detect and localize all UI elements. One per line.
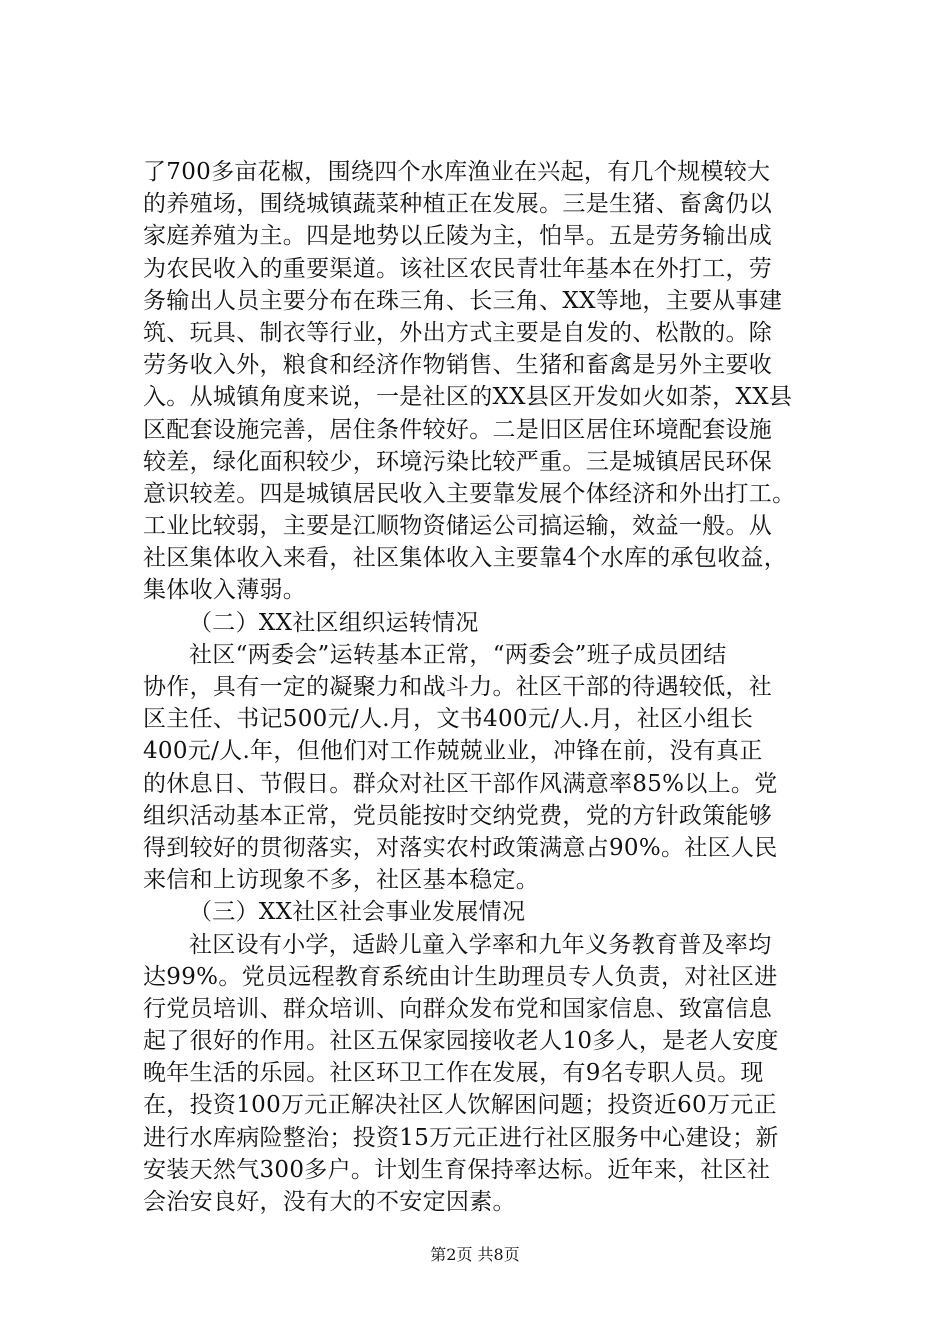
text-line: 得到较好的贯彻落实，对落实农村政策满意占90%。社区人民 [143, 834, 778, 861]
text-line: 进行水库病险整治；投资15万元正进行社区服务中心建设；新 [143, 1124, 779, 1151]
text-line: 社区集体收入来看，社区集体收入主要靠4个水库的承包收益， [143, 545, 788, 572]
section-heading-organization: （二）XX社区组织运转情况 [189, 609, 479, 636]
text-line: 社区设有小学，适龄儿童入学率和九年义务教育普及率均 [189, 931, 772, 958]
text-line: 起了很好的作用。社区五保家园接收老人10多人，是老人安度 [143, 1028, 779, 1055]
text-line: 区主任、书记500元/人.月，文书400元/人.月，社区小组长 [143, 706, 754, 733]
text-line: 集体收入薄弱。 [143, 577, 307, 604]
text-line: 社区“两委会”运转基本正常，“两委会”班子成员团结 [189, 641, 727, 668]
text-line: 家庭养殖为主。四是地势以丘陵为主，怕旱。五是劳务输出成 [143, 223, 773, 250]
text-line: 行党员培训、群众培训、向群众发布党和国家信息、致富信息 [143, 995, 773, 1022]
page-number-footer: 第2页 共8页 [430, 1245, 520, 1264]
paragraph-economy [143, 156, 843, 607]
text-line: 工业比较弱，主要是江顺物资储运公司搞运输，效益一般。从 [143, 513, 773, 540]
text-line: 晚年生活的乐园。社区环卫工作在发展，有9名专职人员。现 [143, 1060, 764, 1087]
text-line: 达99%。党员远程教育系统由计生助理员专人负责，对社区进 [143, 963, 778, 990]
text-line: 较差，绿化面积较少，环境污染比较严重。三是城镇居民环保 [143, 448, 773, 475]
document-body [143, 156, 843, 1218]
text-line: 了700多亩花椒，围绕四个水库渔业在兴起，有几个规模较大 [143, 159, 771, 185]
text-line: 安装天然气300多户。计划生育保持率达标。近年来，社区社 [143, 1156, 771, 1183]
text-line: 劳务收入外，粮食和经济作物销售、生猪和畜禽是另外主要收 [143, 352, 773, 379]
text-line: 筑、玩具、制衣等行业，外出方式主要是自发的、松散的。除 [143, 319, 773, 346]
text-line: 为农民收入的重要渠道。该社区农民青壮年基本在外打工，劳 [143, 255, 773, 282]
text-line: 在，投资100万元正解决社区人饮解困问题；投资近60万元正 [143, 1092, 777, 1119]
text-line: 组织活动基本正常，党员能按时交纳党费，党的方针政策能够 [143, 802, 773, 829]
text-line: 的休息日、节假日。群众对社区干部作风满意率85%以上。党 [143, 770, 778, 797]
text-line: 务输出人员主要分布在珠三角、长三角、XX等地，主要从事建 [143, 287, 783, 314]
text-line: 入。从城镇角度来说，一是社区的XX县区开发如火如荼，XX县 [143, 384, 793, 411]
text-line: 来信和上访现象不多，社区基本稳定。 [143, 867, 540, 894]
paragraph-organization [143, 639, 843, 897]
text-line: 的养殖场，围绕城镇蔬菜种植正在发展。三是生猪、畜禽仍以 [143, 191, 773, 218]
paragraph-social [143, 929, 843, 1219]
text-line: 400元/人.年，但他们对工作兢兢业业，冲锋在前，没有真正 [143, 738, 763, 765]
text-line: 区配套设施完善，居住条件较好。二是旧区居住环境配套设施 [143, 416, 773, 443]
text-line: 意识较差。四是城镇居民收入主要靠发展个体经济和外出打工。 [143, 480, 796, 507]
section-heading-social: （三）XX社区社会事业发展情况 [189, 899, 526, 926]
text-line: 会治安良好，没有大的不安定因素。 [143, 1189, 516, 1215]
text-line: 协作，具有一定的凝聚力和战斗力。社区干部的待遇较低，社 [143, 674, 773, 700]
